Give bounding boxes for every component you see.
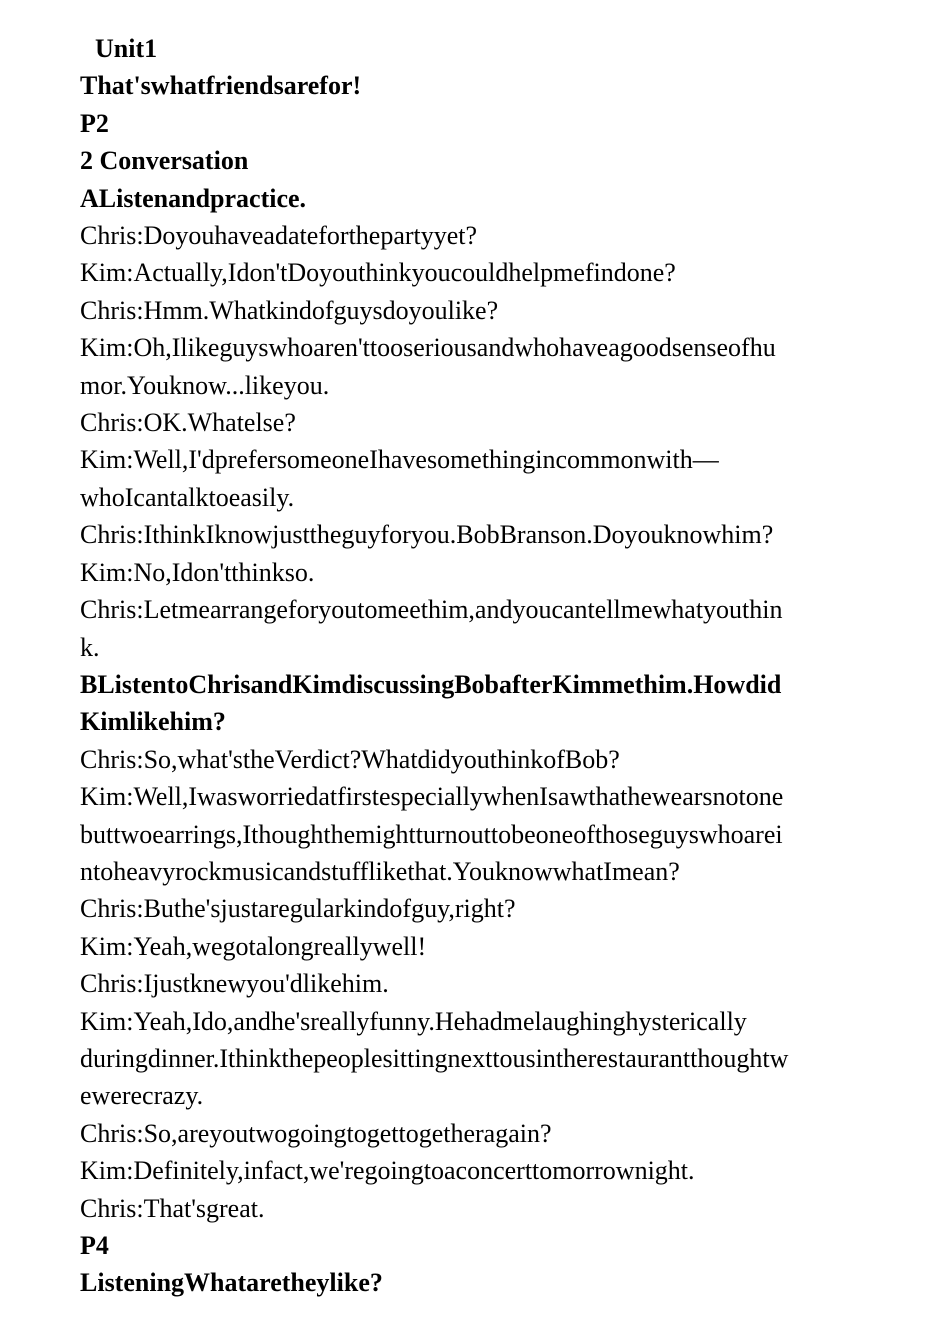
text-line: Kim:Well,I'dprefersomeoneIhavesomethingincommonwith— (80, 445, 719, 475)
text-line: ntoheavyrockmusicandstufflikethat.YouknowwhatImean? (80, 856, 680, 886)
text-line: duringdinner.Ithinkthepeoplesittingnexttousintherestaurantthoughtw (80, 1043, 789, 1073)
text-line: Chris:IthinkIknowjusttheguyforyou.BobBranson.Doyouknowhim? (80, 520, 774, 550)
heading-line: Unit1 (95, 34, 158, 63)
heading-line: 2 Conversation (80, 146, 249, 176)
text-line: Chris:Doyouhaveadateforthepartyyet? (80, 221, 478, 251)
text-line: ewerecrazy. (80, 1081, 204, 1111)
text-line: Kim:Definitely,infact,we'regoingtoaconcerttomorrownight. (80, 1156, 695, 1186)
text-line: Kim:No,Idon'tthinkso. (80, 557, 315, 587)
text-line: k. (80, 632, 100, 662)
heading-line: That'swhatfriendsarefor! (80, 71, 362, 101)
text-line: whoIcantalktoeasily. (80, 482, 295, 512)
heading-line: P2 (80, 108, 109, 138)
heading-line: ListeningWhataretheylike? (80, 1268, 383, 1298)
heading-line: BListentoChrisandKimdiscussingBobafterKimmethim.Howdid (80, 669, 782, 699)
text-line: Kim:Actually,Idon'tDoyouthinkyoucouldhelpmefindone? (80, 258, 676, 288)
text-line: Chris:So,areyoutwogoingtogettogetheragain? (80, 1118, 552, 1148)
heading-line: Kimlikehim? (80, 707, 226, 737)
heading-line: P4 (80, 1231, 109, 1260)
text-line: Chris:Letmearrangeforyoutomeethim,andyoucantellmewhatyouthin (80, 595, 783, 625)
text-line: Chris:Hmm.Whatkindofguysdoyoulike? (80, 295, 499, 325)
text-line: Chris:Ijustknewyou'dlikehim. (80, 969, 389, 999)
text-line: Kim:Yeah,wegotalongreallywell! (80, 931, 427, 961)
text-line: Chris:So,what'stheVerdict?WhatdidyouthinkofBob? (80, 744, 620, 774)
text-line: buttwoearrings,Ithoughthemightturnouttobeoneofthoseguyswhoarei (80, 819, 783, 849)
text-line: Chris:Buthe'sjustaregularkindofguy,right? (80, 894, 516, 924)
text-line: Kim:Oh,Ilikeguyswhoaren'ttooseriousandwhohaveagoodsenseofhu (80, 333, 776, 363)
text-line: Chris:That'sgreat. (80, 1193, 265, 1223)
heading-line: AListenandpractice. (80, 183, 307, 213)
text-line: Kim:Well,IwasworriedatfirstespeciallywhenIsawthathewearsnotone (80, 782, 784, 812)
text-line: Chris:OK.Whatelse? (80, 408, 296, 438)
text-line: mor.Youknow...likeyou. (80, 370, 330, 400)
text-line: Kim:Yeah,Ido,andhe'sreallyfunny.Hehadmelaughinghysterically (80, 1006, 747, 1036)
